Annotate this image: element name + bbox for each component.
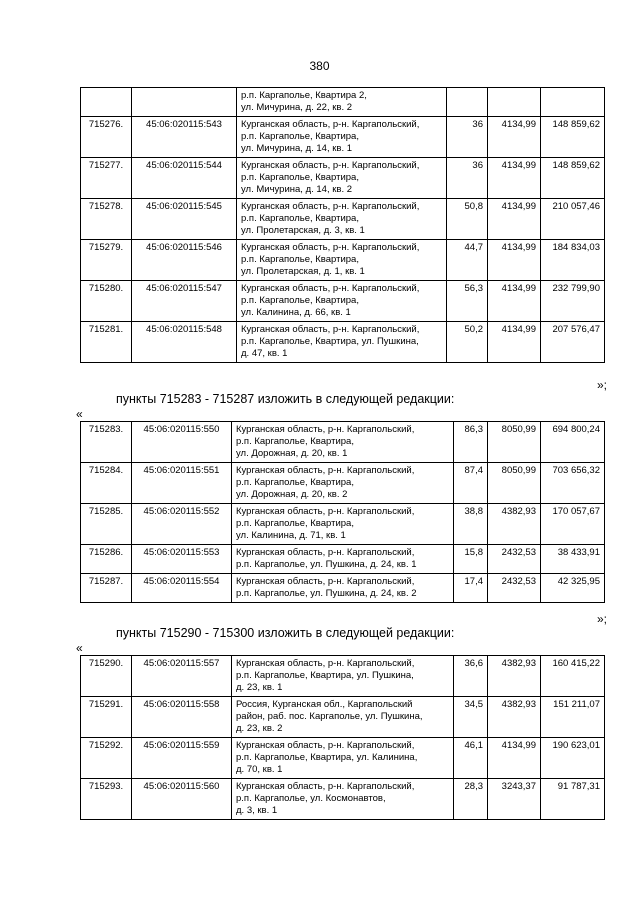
amendment-instruction: пункты 715283 - 715287 изложить в следующей редакции: xyxy=(116,392,455,406)
cadastral-value: 170 057,67 xyxy=(541,504,605,545)
area-value: 34,5 xyxy=(454,697,488,738)
item-number: 715287. xyxy=(81,574,132,603)
area-value: 17,4 xyxy=(454,574,488,603)
cadastral-value: 694 800,24 xyxy=(541,422,605,463)
address-line: Курганская область, р-н. Каргапольский, xyxy=(241,160,420,171)
address-line: район, раб. пос. Каргаполье, ул. Пушкина, xyxy=(236,711,423,722)
cadastral-number: 45:06:020115:557 xyxy=(132,656,232,697)
cadastral-value: 148 859,62 xyxy=(541,158,605,199)
cadastral-value: 232 799,90 xyxy=(541,281,605,322)
opening-quote: « xyxy=(76,407,83,421)
address-line: Курганская область, р-н. Каргапольский, xyxy=(236,781,415,792)
cadastral-number: 45:06:020115:547 xyxy=(132,281,237,322)
address-line: р.п. Каргаполье, Квартира, xyxy=(241,213,359,224)
cadastral-value: 190 623,01 xyxy=(541,738,605,779)
address-cell xyxy=(237,281,447,322)
cadastral-value: 160 415,22 xyxy=(541,656,605,697)
amendment-instruction: пункты 715290 - 715300 изложить в следующей редакции: xyxy=(116,626,455,640)
address-line: ул. Калинина, д. 66, кв. 1 xyxy=(241,307,351,318)
table-row xyxy=(81,322,605,363)
item-number: 715280. xyxy=(81,281,132,322)
item-number: 715291. xyxy=(81,697,132,738)
area-value: 36 xyxy=(447,117,488,158)
rate-value: 4134,99 xyxy=(488,738,541,779)
address-line: д. 3, кв. 1 xyxy=(236,805,278,816)
area-value: 50,2 xyxy=(447,322,488,363)
address-line: д. 47, кв. 1 xyxy=(241,348,288,359)
address-cell xyxy=(237,117,447,158)
area-value: 36,6 xyxy=(454,656,488,697)
table-row xyxy=(81,463,605,504)
area-value xyxy=(447,88,488,117)
item-number: 715277. xyxy=(81,158,132,199)
address-line: р.п. Каргаполье, Квартира, ул. Калинина, xyxy=(236,752,418,763)
closing-quote: »; xyxy=(596,612,607,626)
cadastral-number: 45:06:020115:552 xyxy=(132,504,232,545)
cadastral-value: 210 057,46 xyxy=(541,199,605,240)
address-cell xyxy=(237,240,447,281)
opening-quote: « xyxy=(76,641,83,655)
address-cell xyxy=(232,422,454,463)
area-value: 36 xyxy=(447,158,488,199)
address-line: Курганская область, р-н. Каргапольский, xyxy=(236,547,415,558)
area-value: 44,7 xyxy=(447,240,488,281)
address-line: Курганская область, р-н. Каргапольский, xyxy=(236,576,415,587)
table-1 xyxy=(80,87,605,363)
address-line: Курганская область, р-н. Каргапольский, xyxy=(241,201,420,212)
rate-value: 4382,93 xyxy=(488,697,541,738)
table-row xyxy=(81,281,605,322)
rate-value: 8050,99 xyxy=(488,463,541,504)
address-line: ул. Мичурина, д. 14, кв. 1 xyxy=(241,143,353,154)
cadastral-number: 45:06:020115:559 xyxy=(132,738,232,779)
address-line: р.п. Каргаполье, Квартира, xyxy=(241,254,359,265)
address-cell xyxy=(232,697,454,738)
table-row xyxy=(81,422,605,463)
address-line: р.п. Каргаполье, Квартира, xyxy=(241,295,359,306)
cadastral-number: 45:06:020115:558 xyxy=(132,697,232,738)
cadastral-number xyxy=(132,88,237,117)
item-number: 715278. xyxy=(81,199,132,240)
address-line: р.п. Каргаполье, Квартира, ул. Пушкина, xyxy=(241,336,419,347)
address-line: Курганская область, р-н. Каргапольский, xyxy=(236,506,415,517)
address-line: Курганская область, р-н. Каргапольский, xyxy=(236,424,415,435)
rate-value: 4382,93 xyxy=(488,504,541,545)
address-line: д. 23, кв. 2 xyxy=(236,723,283,734)
address-line: р.п. Каргаполье, ул. Пушкина, д. 24, кв. 2 xyxy=(236,588,417,599)
address-line: Курганская область, р-н. Каргапольский, xyxy=(241,119,420,130)
rate-value xyxy=(488,88,541,117)
cadastral-number: 45:06:020115:546 xyxy=(132,240,237,281)
item-number xyxy=(81,88,132,117)
address-line: р.п. Каргаполье, Квартира 2, xyxy=(241,90,367,101)
cadastral-value: 42 325,95 xyxy=(541,574,605,603)
rate-value: 4382,93 xyxy=(488,656,541,697)
address-line: р.п. Каргаполье, Квартира, ул. Пушкина, xyxy=(236,670,414,681)
address-line: ул. Дорожная, д. 20, кв. 1 xyxy=(236,448,348,459)
cadastral-number: 45:06:020115:545 xyxy=(132,199,237,240)
cadastral-number: 45:06:020115:544 xyxy=(132,158,237,199)
cadastral-value: 151 211,07 xyxy=(541,697,605,738)
table-row xyxy=(81,779,605,820)
item-number: 715283. xyxy=(81,422,132,463)
address-line: д. 70, кв. 1 xyxy=(236,764,283,775)
cadastral-value: 38 433,91 xyxy=(541,545,605,574)
table-row xyxy=(81,199,605,240)
address-line: р.п. Каргаполье, Квартира, xyxy=(236,436,354,447)
address-cell xyxy=(237,158,447,199)
address-line: ул. Дорожная, д. 20, кв. 2 xyxy=(236,489,348,500)
cadastral-number: 45:06:020115:551 xyxy=(132,463,232,504)
table-row xyxy=(81,574,605,603)
address-line: ул. Мичурина, д. 22, кв. 2 xyxy=(241,102,353,113)
address-line: ул. Пролетарская, д. 1, кв. 1 xyxy=(241,266,365,277)
address-cell xyxy=(232,463,454,504)
item-number: 715281. xyxy=(81,322,132,363)
address-line: ул. Пролетарская, д. 3, кв. 1 xyxy=(241,225,365,236)
address-cell xyxy=(232,504,454,545)
address-line: Курганская область, р-н. Каргапольский, xyxy=(236,740,415,751)
address-cell xyxy=(232,574,454,603)
rate-value: 8050,99 xyxy=(488,422,541,463)
address-line: Курганская область, р-н. Каргапольский, xyxy=(236,658,415,669)
rate-value: 4134,99 xyxy=(488,117,541,158)
table-row xyxy=(81,738,605,779)
rate-value: 4134,99 xyxy=(488,322,541,363)
area-value: 56,3 xyxy=(447,281,488,322)
cadastral-number: 45:06:020115:548 xyxy=(132,322,237,363)
cadastral-value xyxy=(541,88,605,117)
rate-value: 4134,99 xyxy=(488,199,541,240)
address-line: ул. Мичурина, д. 14, кв. 2 xyxy=(241,184,353,195)
cadastral-number: 45:06:020115:543 xyxy=(132,117,237,158)
cadastral-value: 207 576,47 xyxy=(541,322,605,363)
item-number: 715293. xyxy=(81,779,132,820)
area-value: 28,3 xyxy=(454,779,488,820)
cadastral-value: 184 834,03 xyxy=(541,240,605,281)
address-line: р.п. Каргаполье, Квартира, xyxy=(236,477,354,488)
address-cell xyxy=(237,199,447,240)
item-number: 715284. xyxy=(81,463,132,504)
address-cell xyxy=(232,779,454,820)
address-line: р.п. Каргаполье, ул. Пушкина, д. 24, кв. 1 xyxy=(236,559,417,570)
table-row xyxy=(81,545,605,574)
cadastral-number: 45:06:020115:550 xyxy=(132,422,232,463)
page-number: 380 xyxy=(309,59,330,73)
address-cell xyxy=(237,88,447,117)
address-line: Курганская область, р-н. Каргапольский, xyxy=(241,324,420,335)
rate-value: 4134,99 xyxy=(488,240,541,281)
table-row xyxy=(81,656,605,697)
rate-value: 3243,37 xyxy=(488,779,541,820)
table-2 xyxy=(80,421,605,603)
address-cell xyxy=(232,656,454,697)
address-line: р.п. Каргаполье, Квартира, xyxy=(241,131,359,142)
closing-quote: »; xyxy=(596,378,607,392)
item-number: 715285. xyxy=(81,504,132,545)
address-line: ул. Калинина, д. 71, кв. 1 xyxy=(236,530,346,541)
rate-value: 4134,99 xyxy=(488,158,541,199)
area-value: 86,3 xyxy=(454,422,488,463)
rate-value: 2432,53 xyxy=(488,574,541,603)
table-row xyxy=(81,697,605,738)
area-value: 87,4 xyxy=(454,463,488,504)
address-line: д. 23, кв. 1 xyxy=(236,682,283,693)
address-line: р.п. Каргаполье, ул. Космонавтов, xyxy=(236,793,386,804)
area-value: 46,1 xyxy=(454,738,488,779)
cadastral-value: 703 656,32 xyxy=(541,463,605,504)
item-number: 715279. xyxy=(81,240,132,281)
address-line: Курганская область, р-н. Каргапольский, xyxy=(241,242,420,253)
cadastral-value: 91 787,31 xyxy=(541,779,605,820)
item-number: 715290. xyxy=(81,656,132,697)
address-line: Россия, Курганская обл., Каргапольский xyxy=(236,699,413,710)
item-number: 715292. xyxy=(81,738,132,779)
address-cell xyxy=(232,545,454,574)
area-value: 15,8 xyxy=(454,545,488,574)
area-value: 38,8 xyxy=(454,504,488,545)
table-row xyxy=(81,88,605,117)
area-value: 50,8 xyxy=(447,199,488,240)
table-row xyxy=(81,240,605,281)
table-row xyxy=(81,504,605,545)
table-3 xyxy=(80,655,605,820)
rate-value: 2432,53 xyxy=(488,545,541,574)
table-row xyxy=(81,158,605,199)
address-line: Курганская область, р-н. Каргапольский, xyxy=(236,465,415,476)
cadastral-number: 45:06:020115:560 xyxy=(132,779,232,820)
item-number: 715286. xyxy=(81,545,132,574)
address-line: р.п. Каргаполье, Квартира, xyxy=(236,518,354,529)
cadastral-number: 45:06:020115:554 xyxy=(132,574,232,603)
cadastral-number: 45:06:020115:553 xyxy=(132,545,232,574)
cadastral-value: 148 859,62 xyxy=(541,117,605,158)
address-cell xyxy=(237,322,447,363)
address-line: Курганская область, р-н. Каргапольский, xyxy=(241,283,420,294)
address-cell xyxy=(232,738,454,779)
item-number: 715276. xyxy=(81,117,132,158)
table-row xyxy=(81,117,605,158)
rate-value: 4134,99 xyxy=(488,281,541,322)
address-line: р.п. Каргаполье, Квартира, xyxy=(241,172,359,183)
